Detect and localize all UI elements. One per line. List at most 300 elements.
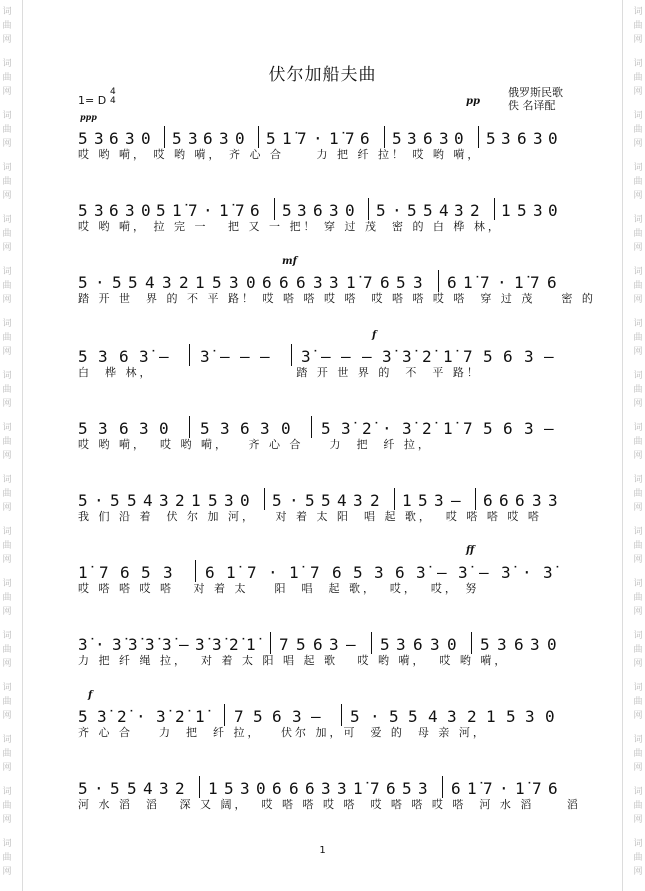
- note: 3: [220, 419, 230, 438]
- lyric-row: [78, 798, 581, 816]
- watermark-glyph: 网: [633, 347, 643, 357]
- watermark-glyph: 曲: [2, 645, 12, 655]
- watermark-glyph: 词: [2, 683, 12, 693]
- note: 7: [297, 129, 307, 148]
- note: ·: [382, 419, 392, 438]
- note: 3̇: [416, 563, 426, 582]
- note: 1̇: [226, 563, 236, 582]
- bar-line: [478, 126, 479, 148]
- note: 3̇: [458, 563, 468, 582]
- lyric-row: [78, 220, 572, 238]
- note: 3: [292, 707, 302, 726]
- note: 0: [256, 779, 266, 798]
- note: 5: [78, 419, 88, 438]
- note: 3: [125, 201, 135, 220]
- note: 6: [119, 347, 129, 366]
- note: 3: [439, 129, 449, 148]
- note: 3: [139, 419, 149, 438]
- watermark-glyph: 曲: [2, 385, 12, 395]
- watermark-glyph: 词: [633, 7, 643, 17]
- note: 1̇: [172, 201, 182, 220]
- note: 3: [313, 273, 323, 292]
- watermark-glyph: 词: [633, 527, 643, 537]
- note: 7: [463, 419, 473, 438]
- score-system: [78, 482, 572, 552]
- watermark-glyph: 词: [2, 527, 12, 537]
- note: 5: [483, 347, 493, 366]
- watermark-glyph: 词: [633, 735, 643, 745]
- note: 5: [112, 273, 122, 292]
- key-signature: 1= D: [78, 94, 107, 107]
- note: 7: [530, 273, 540, 292]
- note: 2: [175, 491, 185, 510]
- note: 3: [418, 779, 428, 798]
- note: –: [260, 347, 270, 366]
- note: 3̇: [156, 707, 166, 726]
- note: 3: [533, 129, 543, 148]
- score-system: [78, 120, 572, 190]
- note: 3̇: [501, 563, 511, 582]
- note: 1̇: [282, 129, 292, 148]
- note: 3: [260, 419, 270, 438]
- note: 3̇: [78, 635, 88, 654]
- note: 3: [337, 779, 347, 798]
- watermark-glyph: 词: [633, 475, 643, 485]
- watermark-glyph: 曲: [633, 489, 643, 499]
- note: 3̇: [402, 419, 412, 438]
- note: 3: [188, 129, 198, 148]
- note: 5: [78, 273, 88, 292]
- note: 3: [525, 707, 535, 726]
- bar-line: [438, 270, 439, 292]
- note: 1̇: [515, 779, 525, 798]
- watermark-glyph: 词: [633, 163, 643, 173]
- watermark-glyph: 网: [2, 191, 12, 201]
- watermark-glyph: 网: [633, 295, 643, 305]
- watermark-glyph: 曲: [2, 801, 12, 811]
- note-row: [78, 626, 572, 654]
- note: 6: [483, 491, 493, 510]
- note: 3: [219, 129, 229, 148]
- note: –: [220, 347, 230, 366]
- dynamic-mf: mf: [282, 256, 297, 267]
- watermark-glyph: 词: [633, 787, 643, 797]
- note: 6: [386, 779, 396, 798]
- dynamic-ff: ff: [466, 545, 475, 556]
- note: 1̇: [195, 707, 205, 726]
- note: 5: [376, 201, 386, 220]
- note: 2̇: [229, 635, 239, 654]
- note: 5: [305, 491, 315, 510]
- watermark-glyph: 网: [2, 35, 12, 45]
- note: 2̇: [362, 419, 372, 438]
- note: 6: [447, 273, 457, 292]
- watermark-glyph: 网: [2, 555, 12, 565]
- note: 3: [162, 273, 172, 292]
- note: –: [179, 635, 189, 654]
- note: –: [240, 347, 250, 366]
- lyric-line: 白 桦 林， 踏 开 世 界 的 不 平 路！: [78, 366, 481, 379]
- watermark-glyph: 曲: [633, 645, 643, 655]
- note: –: [341, 347, 351, 366]
- lyric-line: 哎 嗒 嗒 哎 嗒 对 着 太 阳 唱 起 歌， 哎， 哎， 努: [78, 582, 480, 595]
- watermark-glyph: 曲: [2, 21, 12, 31]
- note: 1̇: [346, 273, 356, 292]
- note: 0: [454, 129, 464, 148]
- note: 7: [310, 563, 320, 582]
- note: 2̇: [175, 707, 185, 726]
- bar-line: [471, 632, 472, 654]
- note: 3: [94, 201, 104, 220]
- watermark-glyph: 网: [2, 711, 12, 721]
- note: 3̇: [543, 563, 553, 582]
- note: 6: [514, 635, 524, 654]
- note-row: [78, 410, 572, 438]
- watermark-glyph: 网: [2, 87, 12, 97]
- note: 3̇: [162, 635, 172, 654]
- watermark-glyph: 网: [633, 815, 643, 825]
- note: 1̇: [246, 635, 256, 654]
- page-number: 1: [319, 845, 326, 856]
- note: 5: [423, 201, 433, 220]
- note: 3: [163, 563, 173, 582]
- watermark-glyph: 词: [633, 267, 643, 277]
- watermark-glyph: 词: [2, 735, 12, 745]
- left-margin-line: [22, 0, 23, 891]
- note: 3̇: [382, 347, 392, 366]
- watermark-glyph: 词: [2, 423, 12, 433]
- watermark-glyph: 网: [633, 555, 643, 565]
- bar-line: [475, 488, 476, 510]
- note: 6: [119, 419, 129, 438]
- note: 3: [98, 419, 108, 438]
- lyric-line: 河 水 滔 滔 深 又 阔， 哎 嗒 嗒 哎 嗒 哎 嗒 嗒 哎 嗒 河 水 滔 滔: [78, 798, 581, 811]
- note: 3: [125, 129, 135, 148]
- note: 3: [353, 491, 363, 510]
- note: 3: [159, 779, 169, 798]
- note: 5: [127, 779, 137, 798]
- lyric-line: 踏 开 世 界 的 不 平 路！ 哎 嗒 嗒 哎 嗒 哎 嗒 嗒 哎 嗒 穿 过 茂 密 的: [78, 292, 596, 305]
- watermark-glyph: 网: [633, 659, 643, 669]
- note: ·: [392, 201, 402, 220]
- lyric-row: [78, 654, 572, 672]
- lyric-row: [78, 438, 572, 456]
- watermark-glyph: 词: [2, 371, 12, 381]
- note: 3: [548, 491, 558, 510]
- watermark-glyph: 词: [633, 111, 643, 121]
- watermark-glyph: 曲: [633, 541, 643, 551]
- note: 3̇: [145, 635, 155, 654]
- note: 1: [191, 491, 201, 510]
- note: –: [321, 347, 331, 366]
- score-system: [78, 698, 572, 768]
- note: 3: [501, 129, 511, 148]
- note: 5: [110, 779, 120, 798]
- note: 5: [483, 419, 493, 438]
- note: ·: [313, 129, 323, 148]
- bar-line: [195, 560, 196, 582]
- time-signature: 4 4: [110, 87, 116, 106]
- note: 3: [447, 707, 457, 726]
- note: 5: [480, 635, 490, 654]
- note: 3̇: [301, 347, 311, 366]
- note: –: [159, 347, 169, 366]
- watermark-glyph: 曲: [2, 697, 12, 707]
- note: 7: [483, 779, 493, 798]
- note-row: [78, 192, 572, 220]
- watermark-glyph: 词: [2, 475, 12, 485]
- lyric-line: 哎 哟 嗬， 哎 哟 嗬， 齐 心 合 力 把 纤 拉，: [78, 438, 432, 451]
- note: 0: [240, 491, 250, 510]
- note: 6: [120, 563, 130, 582]
- note: 1̇: [463, 273, 473, 292]
- note: 2: [179, 273, 189, 292]
- lyric-line: 力 把 纤 绳 拉， 对 着 太 阳 唱 起 歌 哎 哟 嗬， 哎 哟 嗬，: [78, 654, 509, 667]
- watermark-glyph: 曲: [2, 749, 12, 759]
- note: 3: [329, 201, 339, 220]
- note: 5: [321, 491, 331, 510]
- bar-line: [258, 126, 259, 148]
- note: 1̇: [78, 563, 88, 582]
- note-row: [78, 770, 572, 798]
- note: 2: [470, 201, 480, 220]
- note-row: [78, 554, 572, 582]
- note: 3: [224, 491, 234, 510]
- note: 6: [203, 129, 213, 148]
- watermark-glyph: 曲: [633, 73, 643, 83]
- score-system: [78, 554, 572, 624]
- note: 1̇: [289, 563, 299, 582]
- watermark-glyph: 曲: [633, 333, 643, 343]
- note: ·: [94, 491, 104, 510]
- note: 3: [413, 273, 423, 292]
- song-origin: 俄罗斯民歌: [508, 86, 563, 99]
- note: 5: [517, 201, 527, 220]
- bar-line: [442, 776, 443, 798]
- bar-line: [494, 198, 495, 220]
- watermark-glyph: 词: [2, 631, 12, 641]
- note: 7: [363, 273, 373, 292]
- note-row: [78, 482, 572, 510]
- bar-line: [189, 344, 190, 366]
- watermark-glyph: 网: [633, 191, 643, 201]
- note: 5: [208, 491, 218, 510]
- note: 6: [250, 201, 260, 220]
- note: 5: [172, 129, 182, 148]
- note: 6: [262, 273, 272, 292]
- note: 5: [78, 347, 88, 366]
- watermark-glyph: 曲: [633, 697, 643, 707]
- note: ·: [94, 779, 104, 798]
- song-title: 伏尔加船夫曲: [268, 65, 377, 85]
- watermark-glyph: 曲: [633, 593, 643, 603]
- note: 5: [486, 129, 496, 148]
- note: 0: [547, 635, 557, 654]
- note: 3: [430, 635, 440, 654]
- note: 5: [253, 707, 263, 726]
- watermark-glyph: 网: [2, 815, 12, 825]
- note: 5: [321, 419, 331, 438]
- score-system: [78, 410, 572, 480]
- bar-line: [341, 704, 342, 726]
- score-system: [78, 192, 572, 262]
- note: 5: [353, 563, 363, 582]
- watermark-glyph: 曲: [2, 177, 12, 187]
- note: 7: [235, 201, 245, 220]
- lyric-line: 哎 哟 嗬， 哎 哟 嗬， 齐 心 合 力 把 纤 拉！ 哎 哟 嗬，: [78, 148, 482, 161]
- note: 5: [224, 779, 234, 798]
- watermark-glyph: 词: [2, 319, 12, 329]
- note: 2: [370, 491, 380, 510]
- note: 1: [501, 201, 511, 220]
- note: 3̇: [195, 635, 205, 654]
- watermark-glyph: 词: [633, 579, 643, 589]
- bar-line: [311, 416, 312, 438]
- note: 5: [296, 635, 306, 654]
- watermark-glyph: 词: [2, 7, 12, 17]
- note: 3: [532, 491, 542, 510]
- watermark-glyph: 曲: [2, 489, 12, 499]
- note: 3: [530, 635, 540, 654]
- watermark-glyph: 词: [633, 683, 643, 693]
- note: 5: [78, 707, 88, 726]
- watermark-glyph: 网: [2, 659, 12, 669]
- note: 3: [321, 779, 331, 798]
- dynamic-ppp: ppp: [80, 112, 97, 122]
- note: 7: [234, 707, 244, 726]
- note: 3: [159, 491, 169, 510]
- watermark-glyph: 词: [2, 787, 12, 797]
- watermark-glyph: 词: [2, 267, 12, 277]
- watermark-glyph: 曲: [633, 437, 643, 447]
- note: 5: [350, 707, 360, 726]
- note: 3̇: [402, 347, 412, 366]
- bar-line: [394, 488, 395, 510]
- note: 6: [296, 273, 306, 292]
- watermark-glyph: 曲: [2, 281, 12, 291]
- lyric-row: [78, 148, 572, 166]
- lyric-row: [78, 366, 572, 384]
- note: –: [311, 707, 321, 726]
- bar-line: [274, 198, 275, 220]
- note: 1̇: [443, 347, 453, 366]
- score-system: [78, 626, 572, 696]
- note: 6: [332, 563, 342, 582]
- note: 0: [548, 129, 558, 148]
- note: 6: [205, 563, 215, 582]
- note: 6: [547, 273, 557, 292]
- note: –: [544, 419, 554, 438]
- note: 3: [94, 129, 104, 148]
- watermark-glyph: 网: [2, 607, 12, 617]
- note: 6: [279, 273, 289, 292]
- note: 3: [524, 419, 534, 438]
- watermark-glyph: 词: [633, 59, 643, 69]
- watermark-glyph: 词: [2, 839, 12, 849]
- note: 2̇: [422, 419, 432, 438]
- note: 6: [109, 201, 119, 220]
- note: 3̇: [200, 347, 210, 366]
- bar-line: [264, 488, 265, 510]
- note: 7: [279, 635, 289, 654]
- right-margin-line: [622, 0, 623, 891]
- watermark-glyph: 网: [633, 711, 643, 721]
- note: 7: [463, 347, 473, 366]
- note: 3̇: [212, 635, 222, 654]
- note: 1̇: [467, 779, 477, 798]
- note: ·: [499, 779, 509, 798]
- right-watermark-strip: [631, 0, 645, 891]
- note: 3: [533, 201, 543, 220]
- lyric-row: [78, 292, 596, 310]
- note: ·: [136, 707, 146, 726]
- note: –: [346, 635, 356, 654]
- note: 2: [175, 779, 185, 798]
- lyric-row: [78, 726, 572, 744]
- watermark-glyph: 网: [2, 139, 12, 149]
- watermark-glyph: 曲: [633, 281, 643, 291]
- note: 5: [78, 779, 88, 798]
- watermark-glyph: 曲: [2, 73, 12, 83]
- note-row: [78, 338, 572, 366]
- watermark-glyph: 网: [2, 503, 12, 513]
- watermark-glyph: 词: [2, 111, 12, 121]
- note: 6: [423, 129, 433, 148]
- watermark-glyph: 曲: [633, 801, 643, 811]
- dynamic-pp: pp: [466, 96, 480, 107]
- note: 6: [272, 779, 282, 798]
- watermark-glyph: 网: [633, 763, 643, 773]
- note: 0: [235, 129, 245, 148]
- watermark-glyph: 网: [633, 503, 643, 513]
- note: 4: [428, 707, 438, 726]
- note: 5: [272, 491, 282, 510]
- note: 3: [329, 635, 339, 654]
- dynamic-f-2: f: [88, 690, 93, 701]
- note: 0: [447, 635, 457, 654]
- note: 6: [313, 201, 323, 220]
- note: 6: [380, 273, 390, 292]
- watermark-glyph: 词: [2, 579, 12, 589]
- watermark-glyph: 词: [633, 319, 643, 329]
- note: –: [544, 347, 554, 366]
- watermark-glyph: 曲: [633, 229, 643, 239]
- lyric-row: [78, 510, 572, 528]
- note: 0: [281, 419, 291, 438]
- watermark-glyph: 网: [633, 399, 643, 409]
- note: 5: [392, 129, 402, 148]
- note: 0: [345, 201, 355, 220]
- note: 4: [143, 779, 153, 798]
- note: 6: [360, 129, 370, 148]
- note: 7: [480, 273, 490, 292]
- note: 5: [407, 201, 417, 220]
- note: 5: [282, 201, 292, 220]
- note: 5: [408, 707, 418, 726]
- watermark-glyph: 词: [2, 59, 12, 69]
- watermark-glyph: 网: [2, 295, 12, 305]
- bar-line: [270, 632, 271, 654]
- score-system: [78, 338, 572, 408]
- note: 6: [548, 779, 558, 798]
- note: 3̇: [112, 635, 122, 654]
- note: 6: [451, 779, 461, 798]
- note-row: [78, 120, 572, 148]
- note: 3̇: [128, 635, 138, 654]
- note: 2̇: [117, 707, 127, 726]
- bar-line: [384, 126, 385, 148]
- note: 7: [345, 129, 355, 148]
